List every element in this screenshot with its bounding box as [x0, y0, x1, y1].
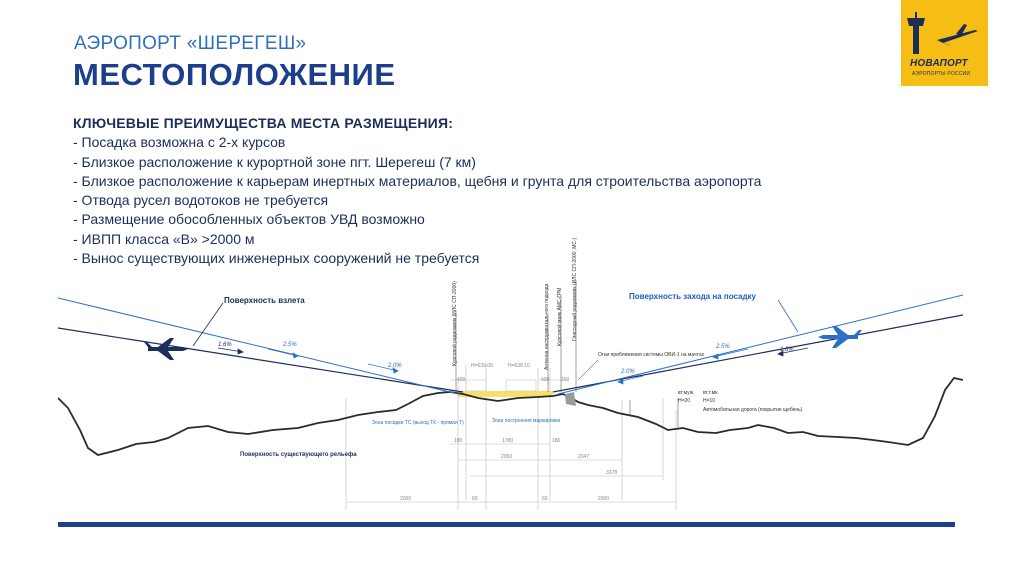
takeoff-surface-label: Поверхность взлета [224, 296, 305, 305]
small-dim: 150 [561, 377, 570, 383]
takeoff-surface-line [58, 328, 466, 392]
dimension-label: 2050 [501, 454, 513, 460]
list-item: - Посадка возможна с 2-х курсов [73, 134, 286, 151]
mast-note-b: вт.т.мк. [703, 390, 719, 396]
logo-tagline: АЭРОПОРТЫ РОССИИ [912, 71, 971, 77]
terrain-surface-label: Поверхность существующего рельефа [240, 452, 357, 458]
approach-surface-label: Поверхность захода на посадку [629, 292, 756, 301]
center-blue-note: Зона построения маркировки [492, 418, 561, 424]
mast-note-a: вт.муж. [678, 390, 695, 396]
logo-name: НОВАПОРТ [910, 58, 968, 69]
dimension-label: 3378 [606, 470, 618, 476]
dimension-label: 2000 [400, 496, 412, 502]
plane-left-icon [144, 338, 188, 360]
list-item: - Близкое расположение к карьерам инертных материалов, щебня и грунта для строительства аэропорта [73, 172, 762, 189]
advantages-heading: КЛЮЧЕВЫЕ ПРЕИМУЩЕСТВА МЕСТА РАЗМЕЩЕНИЯ: [73, 115, 454, 131]
glide-slope-structure [565, 392, 576, 406]
lights-note: Огни приближения системы ОВИ-1 на мачтах [598, 352, 705, 358]
advantages-list [73, 114, 761, 268]
company-logo [901, 0, 988, 86]
mast-height-20: Н=20 [678, 398, 691, 404]
dimension-label: 2047 [578, 454, 590, 460]
dimension-label: 180 [454, 438, 463, 444]
page-subtitle: АЭРОПОРТ «ШЕРЕГЕШ» [74, 33, 307, 54]
slope-left-blue-top: 2.5% [283, 342, 297, 348]
list-item: - Близкое расположение к курортной зоне пгт. Шерегеш (7 км) [73, 153, 476, 170]
vertical-label: Антенна инструментального подхода [544, 283, 550, 370]
dimension-label: 180 [552, 438, 561, 444]
list-item: - Отвода русел водотоков не требуется [73, 192, 329, 209]
list-item: - ИВПП класса «В» >2000 м [73, 230, 255, 247]
mast-height-10: Н=10 [703, 398, 716, 404]
list-item: - Размещение обособленных объектов УВД возможно [73, 211, 425, 228]
diagram-graphics [58, 280, 963, 524]
slope-left-dark: 1.6% [218, 342, 232, 348]
vertical-label: Курсовой маяк АМС-ГРМ [557, 287, 563, 346]
left-blue-note: Зона посадки ТС (выход ТК - прямая Т) [372, 420, 464, 426]
slope-right-dark: 1.6% [780, 347, 794, 353]
slope-right-blue-top: 2.5% [716, 344, 730, 350]
dimension-label: 2000 [598, 496, 610, 502]
right-approach-line [558, 295, 963, 394]
road-note: Автомобильная дорога (покрытие щебень) [703, 407, 803, 413]
left-approach-line [58, 298, 458, 394]
slope-right-blue-low: 2.0% [621, 369, 635, 375]
height-mark: Н=639.00 [471, 363, 493, 369]
dimension-label: 60 [542, 496, 548, 502]
vertical-label: Курсовой радиомаяк (ИЛС СП-2000) [452, 281, 458, 366]
page-title: МЕСТОПОЛОЖЕНИЕ [73, 57, 396, 92]
dimension-label: 1780 [502, 438, 514, 444]
slope-left-blue-low: 2.0% [388, 363, 402, 369]
small-dim: 400 [541, 377, 550, 383]
height-mark: Н=638.10 [508, 363, 530, 369]
vertical-label: Глиссадный радиомаяк (ИЛС СП-2000, МС-) [572, 237, 578, 341]
dimension-label: 60 [472, 496, 478, 502]
small-dim: 400 [457, 377, 466, 383]
bottom-accent-bar [58, 522, 955, 527]
list-item: - Вынос существующих инженерных сооружений не требуется [73, 250, 480, 267]
